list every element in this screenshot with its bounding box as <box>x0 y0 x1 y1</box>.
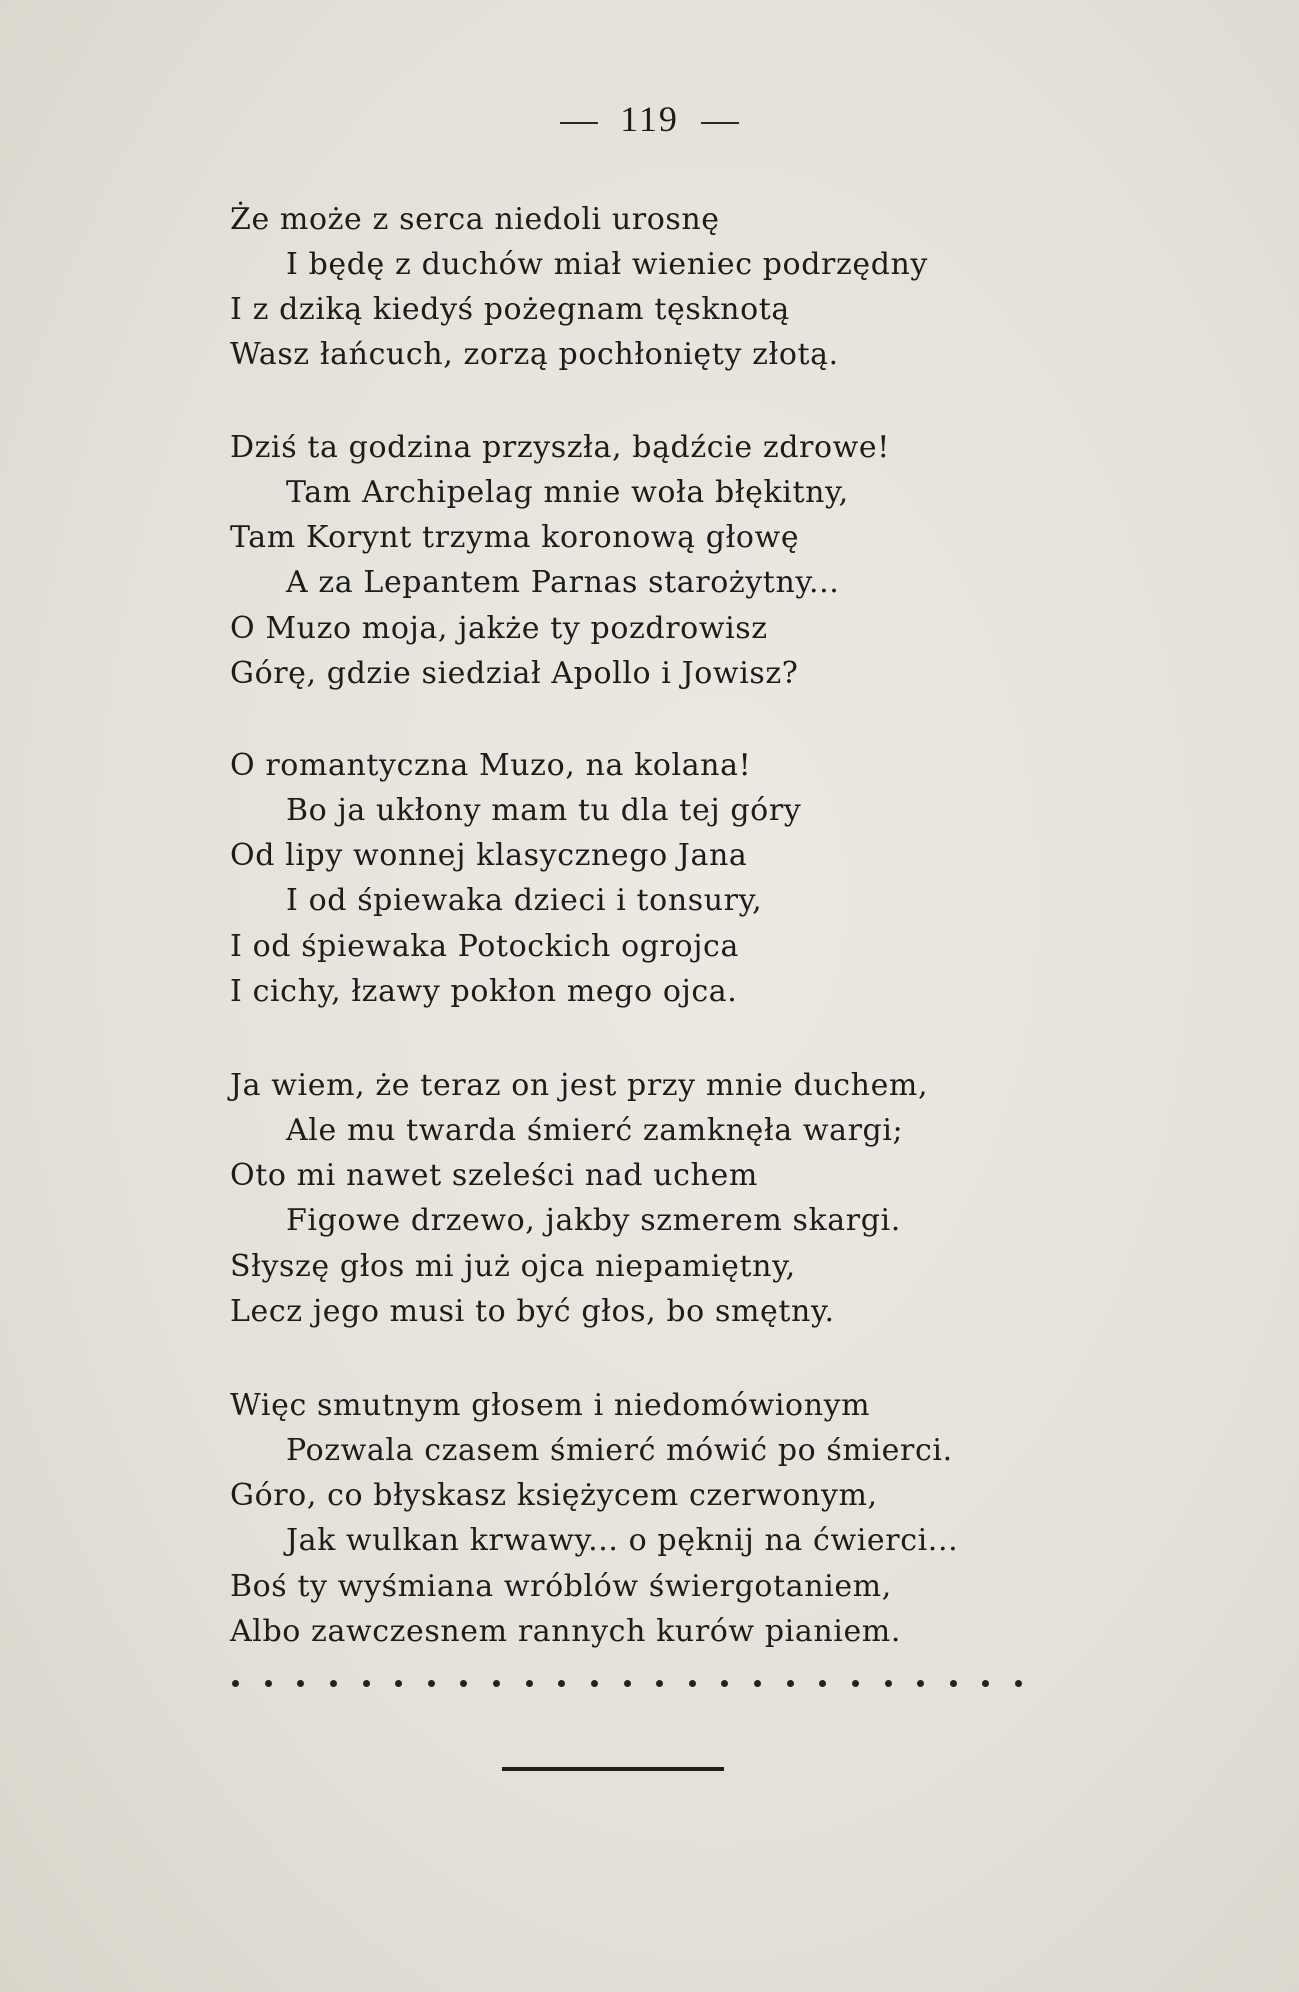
right-dash <box>701 122 739 124</box>
end-rule <box>502 1767 724 1771</box>
poem-line: Tam Korynt trzyma koronową głowę <box>230 520 800 555</box>
poem-line: O romantyczna Muzo, na kolana! <box>230 748 752 783</box>
poem-line: Że może z serca niedoli urosnę <box>230 202 720 237</box>
poem-line: Ale mu twarda śmierć zamknęła wargi; <box>286 1113 904 1148</box>
dot <box>917 1680 924 1687</box>
poem-line: Oto mi nawet szeleści nad uchem <box>230 1158 758 1193</box>
poem-line: I cichy, łzawy pokłon mego ojca. <box>230 974 738 1009</box>
poem-line: Albo zawczesnem rannych kurów pianiem. <box>230 1614 901 1649</box>
dot <box>1015 1680 1022 1687</box>
dot <box>721 1680 728 1687</box>
dot <box>460 1680 467 1687</box>
page-number: 119 <box>620 99 679 139</box>
poem-line: A za Lepantem Parnas starożytny... <box>286 565 840 600</box>
poem-line: Figowe drzewo, jakby szmerem skargi. <box>286 1203 901 1238</box>
dot <box>591 1680 598 1687</box>
dot <box>493 1680 500 1687</box>
poem-line: Od lipy wonnej klasycznego Jana <box>230 838 748 873</box>
poem-line: O Muzo moja, jakże ty pozdrowisz <box>230 611 768 646</box>
poem-line: Boś ty wyśmiana wróblów świergotaniem, <box>230 1569 892 1604</box>
poem-line: Słyszę głos mi już ojca niepamiętny, <box>230 1249 796 1284</box>
left-dash <box>560 122 598 124</box>
dot <box>558 1680 565 1687</box>
dot <box>950 1680 957 1687</box>
poem-line: Jak wulkan krwawy... o pęknij na ćwierci... <box>286 1523 959 1558</box>
dot <box>428 1680 435 1687</box>
dot <box>982 1680 989 1687</box>
poem-line: I od śpiewaka dzieci i tonsury, <box>286 883 763 918</box>
poem-line: Górę, gdzie siedział Apollo i Jowisz? <box>230 656 799 691</box>
dot <box>363 1680 370 1687</box>
dot <box>754 1680 761 1687</box>
poem-line: Wasz łańcuch, zorzą pochłonięty złotą. <box>230 337 839 372</box>
dot <box>689 1680 696 1687</box>
poem-line: Góro, co błyskasz księżycem czerwonym, <box>230 1478 878 1513</box>
poem-line: Tam Archipelag mnie woła błękitny, <box>286 475 849 510</box>
dot <box>885 1680 892 1687</box>
poem-line: I będę z duchów miał wieniec podrzędny <box>286 247 928 282</box>
dot <box>656 1680 663 1687</box>
dotted-separator <box>232 1680 1022 1687</box>
poem-line: Pozwala czasem śmierć mówić po śmierci. <box>286 1433 953 1468</box>
dot <box>852 1680 859 1687</box>
poem-line: Ja wiem, że teraz on jest przy mnie duchem, <box>230 1068 929 1103</box>
dot <box>395 1680 402 1687</box>
page-number-header <box>0 98 1299 140</box>
dot <box>297 1680 304 1687</box>
poem-line: I z dziką kiedyś pożegnam tęsknotą <box>230 292 790 327</box>
poem-line: Więc smutnym głosem i niedomówionym <box>230 1388 871 1423</box>
dot <box>526 1680 533 1687</box>
dot <box>819 1680 826 1687</box>
dot <box>330 1680 337 1687</box>
poem-line: I od śpiewaka Potockich ogrojca <box>230 929 739 964</box>
dot <box>624 1680 631 1687</box>
poem-line: Dziś ta godzina przyszła, bądźcie zdrowe! <box>230 430 890 465</box>
poem-line: Bo ja ukłony mam tu dla tej góry <box>286 793 802 828</box>
poem-line: Lecz jego musi to być głos, bo smętny. <box>230 1294 835 1329</box>
dot <box>787 1680 794 1687</box>
dot <box>232 1680 239 1687</box>
dot <box>265 1680 272 1687</box>
